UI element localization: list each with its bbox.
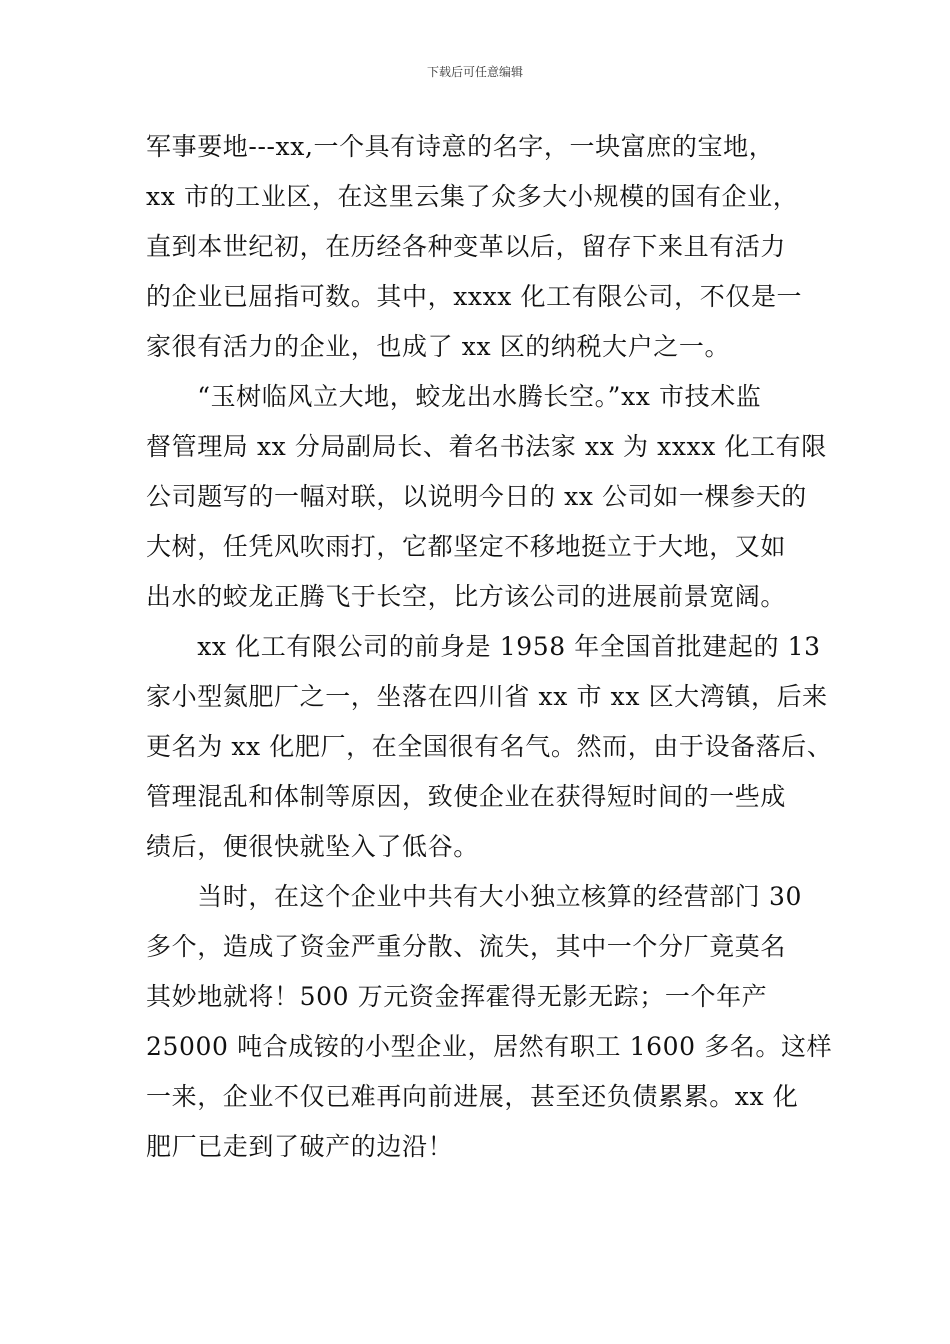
text-line: 出水的蛟龙正腾飞于长空，比方该公司的进展前景宽阔。 (146, 582, 787, 611)
page-header: 下载后可任意编辑 (426, 65, 523, 79)
text-line: 公司题写的一幅对联，以说明今日的 xx 公司如一棵参天的 (146, 482, 807, 511)
text-line: “玉树临风立大地，蛟龙出水腾长空。”xx 市技术监 (146, 382, 762, 411)
text-line: 的企业已屈指可数。其中，xxxx 化工有限公司，不仅是一 (146, 282, 803, 311)
text-line: 直到本世纪初，在历经各种变革以后，留存下来且有活力 (146, 232, 787, 261)
text-line: xx 化工有限公司的前身是 1958 年全国首批建起的 13 (146, 632, 821, 661)
document-body (146, 122, 833, 1172)
text-line: 家小型氮肥厂之一，坐落在四川省 xx 市 xx 区大湾镇，后来 (146, 682, 828, 711)
text-line: 管理混乱和体制等原因，致使企业在获得短时间的一些成 (146, 782, 787, 811)
text-line: 当时，在这个企业中共有大小独立核算的经营部门 30 (146, 882, 802, 911)
text-line: 军事要地---xx,一个具有诗意的名字，一块富庶的宝地， (146, 132, 775, 161)
text-line: 大树，任凭风吹雨打，它都坚定不移地挺立于大地，又如 (146, 532, 787, 561)
text-line: 家很有活力的企业，也成了 xx 区的纳税大户之一。 (146, 332, 731, 361)
text-line: 督管理局 xx 分局副局长、着名书法家 xx 为 xxxx 化工有限 (146, 432, 827, 461)
text-line: 一来，企业不仅已难再向前进展，甚至还负债累累。xx 化 (146, 1082, 799, 1111)
text-line: 肥厂已走到了破产的边沿！ (146, 1132, 454, 1161)
text-line: 其妙地就将！500 万元资金挥霍得无影无踪；一个年产 (146, 982, 768, 1011)
text-line: 绩后，便很快就坠入了低谷。 (146, 832, 479, 861)
text-line: 多个，造成了资金严重分散、流失，其中一个分厂竟莫名 (146, 932, 787, 961)
text-line: 更名为 xx 化肥厂，在全国很有名气。然而，由于设备落后、 (146, 732, 833, 761)
text-line: 25000 吨合成铵的小型企业，居然有职工 1600 多名。这样 (146, 1032, 833, 1061)
text-line: xx 市的工业区，在这里云集了众多大小规模的国有企业， (146, 182, 799, 211)
